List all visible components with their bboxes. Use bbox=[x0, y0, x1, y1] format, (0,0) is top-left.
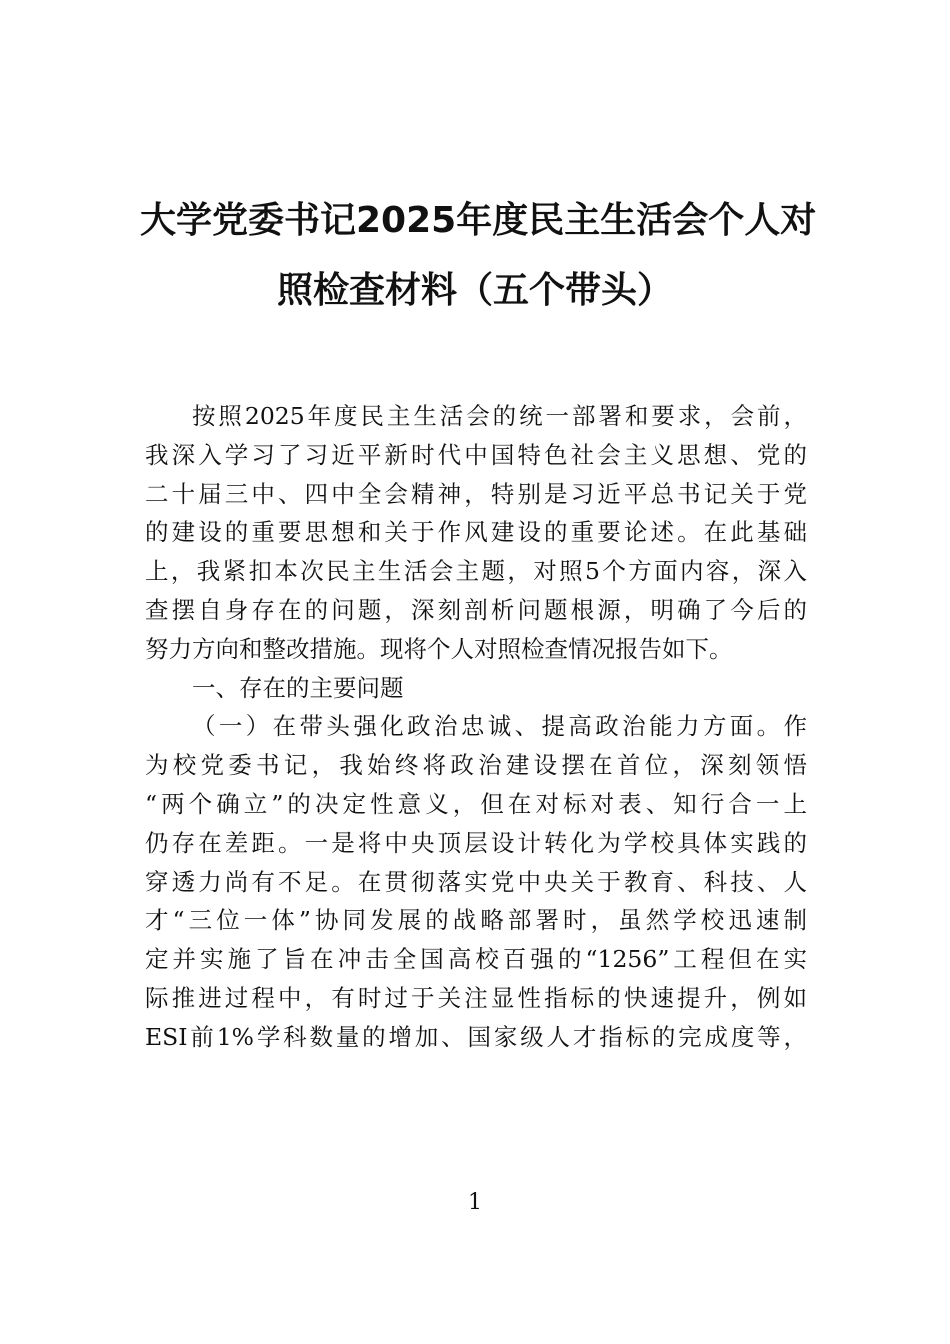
intro-line: 按照2025年度民主生活会的统一部署和要求，会前， bbox=[192, 402, 807, 430]
item-line: 才“三位一体”协同发展的战略部署时，虽然学校迅速制 bbox=[145, 906, 807, 935]
title-line-1: 大学党委书记2025年度民主生活会个人对 bbox=[140, 200, 817, 241]
item-line: 际推进过程中，有时过于关注显性指标的快速提升，例如 bbox=[145, 983, 807, 1012]
intro-line: 上，我紧扣本次民主生活会主题，对照5个方面内容，深入 bbox=[145, 557, 807, 586]
document-title bbox=[140, 186, 817, 326]
item-first-line bbox=[145, 707, 807, 746]
item-line: 穿透力尚有不足。在贯彻落实党中央关于教育、科技、人 bbox=[145, 867, 807, 896]
intro-line: 努力方向和整改措施。现将个人对照检查情况报告如下。 bbox=[145, 634, 733, 663]
item-subheading: （一）在带头强化政治忠诚、提高政治能力方面。 bbox=[192, 712, 784, 741]
section-heading: 一、存在的主要问题 bbox=[192, 673, 404, 702]
document-body bbox=[145, 397, 807, 1057]
title-line-2: 照检查材料（五个带头） bbox=[276, 270, 673, 311]
intro-line: 我深入学习了习近平新时代中国特色社会主义思想、党的 bbox=[145, 440, 807, 469]
item-line: 仍存在差距。一是将中央顶层设计转化为学校具体实践的 bbox=[145, 828, 807, 857]
item-line: 为校党委书记，我始终将政治建设摆在首位，深刻领悟 bbox=[145, 751, 807, 780]
item-line: “两个确立”的决定性意义，但在对标对表、知行合一上 bbox=[145, 789, 807, 818]
intro-line: 二十届三中、四中全会精神，特别是习近平总书记关于党 bbox=[145, 479, 807, 508]
intro-line: 查摆自身存在的问题，深刻剖析问题根源，明确了今后的 bbox=[145, 595, 807, 624]
item-first-line-rest: 作 bbox=[783, 712, 807, 741]
intro-line: 的建设的重要思想和关于作风建设的重要论述。在此基础 bbox=[145, 518, 807, 547]
item-line: ESI前1%学科数量的增加、国家级人才指标的完成度等， bbox=[145, 1022, 807, 1051]
page-number: 1 bbox=[468, 1190, 482, 1215]
item-line: 定并实施了旨在冲击全国高校百强的“1256”工程但在实 bbox=[145, 945, 807, 974]
